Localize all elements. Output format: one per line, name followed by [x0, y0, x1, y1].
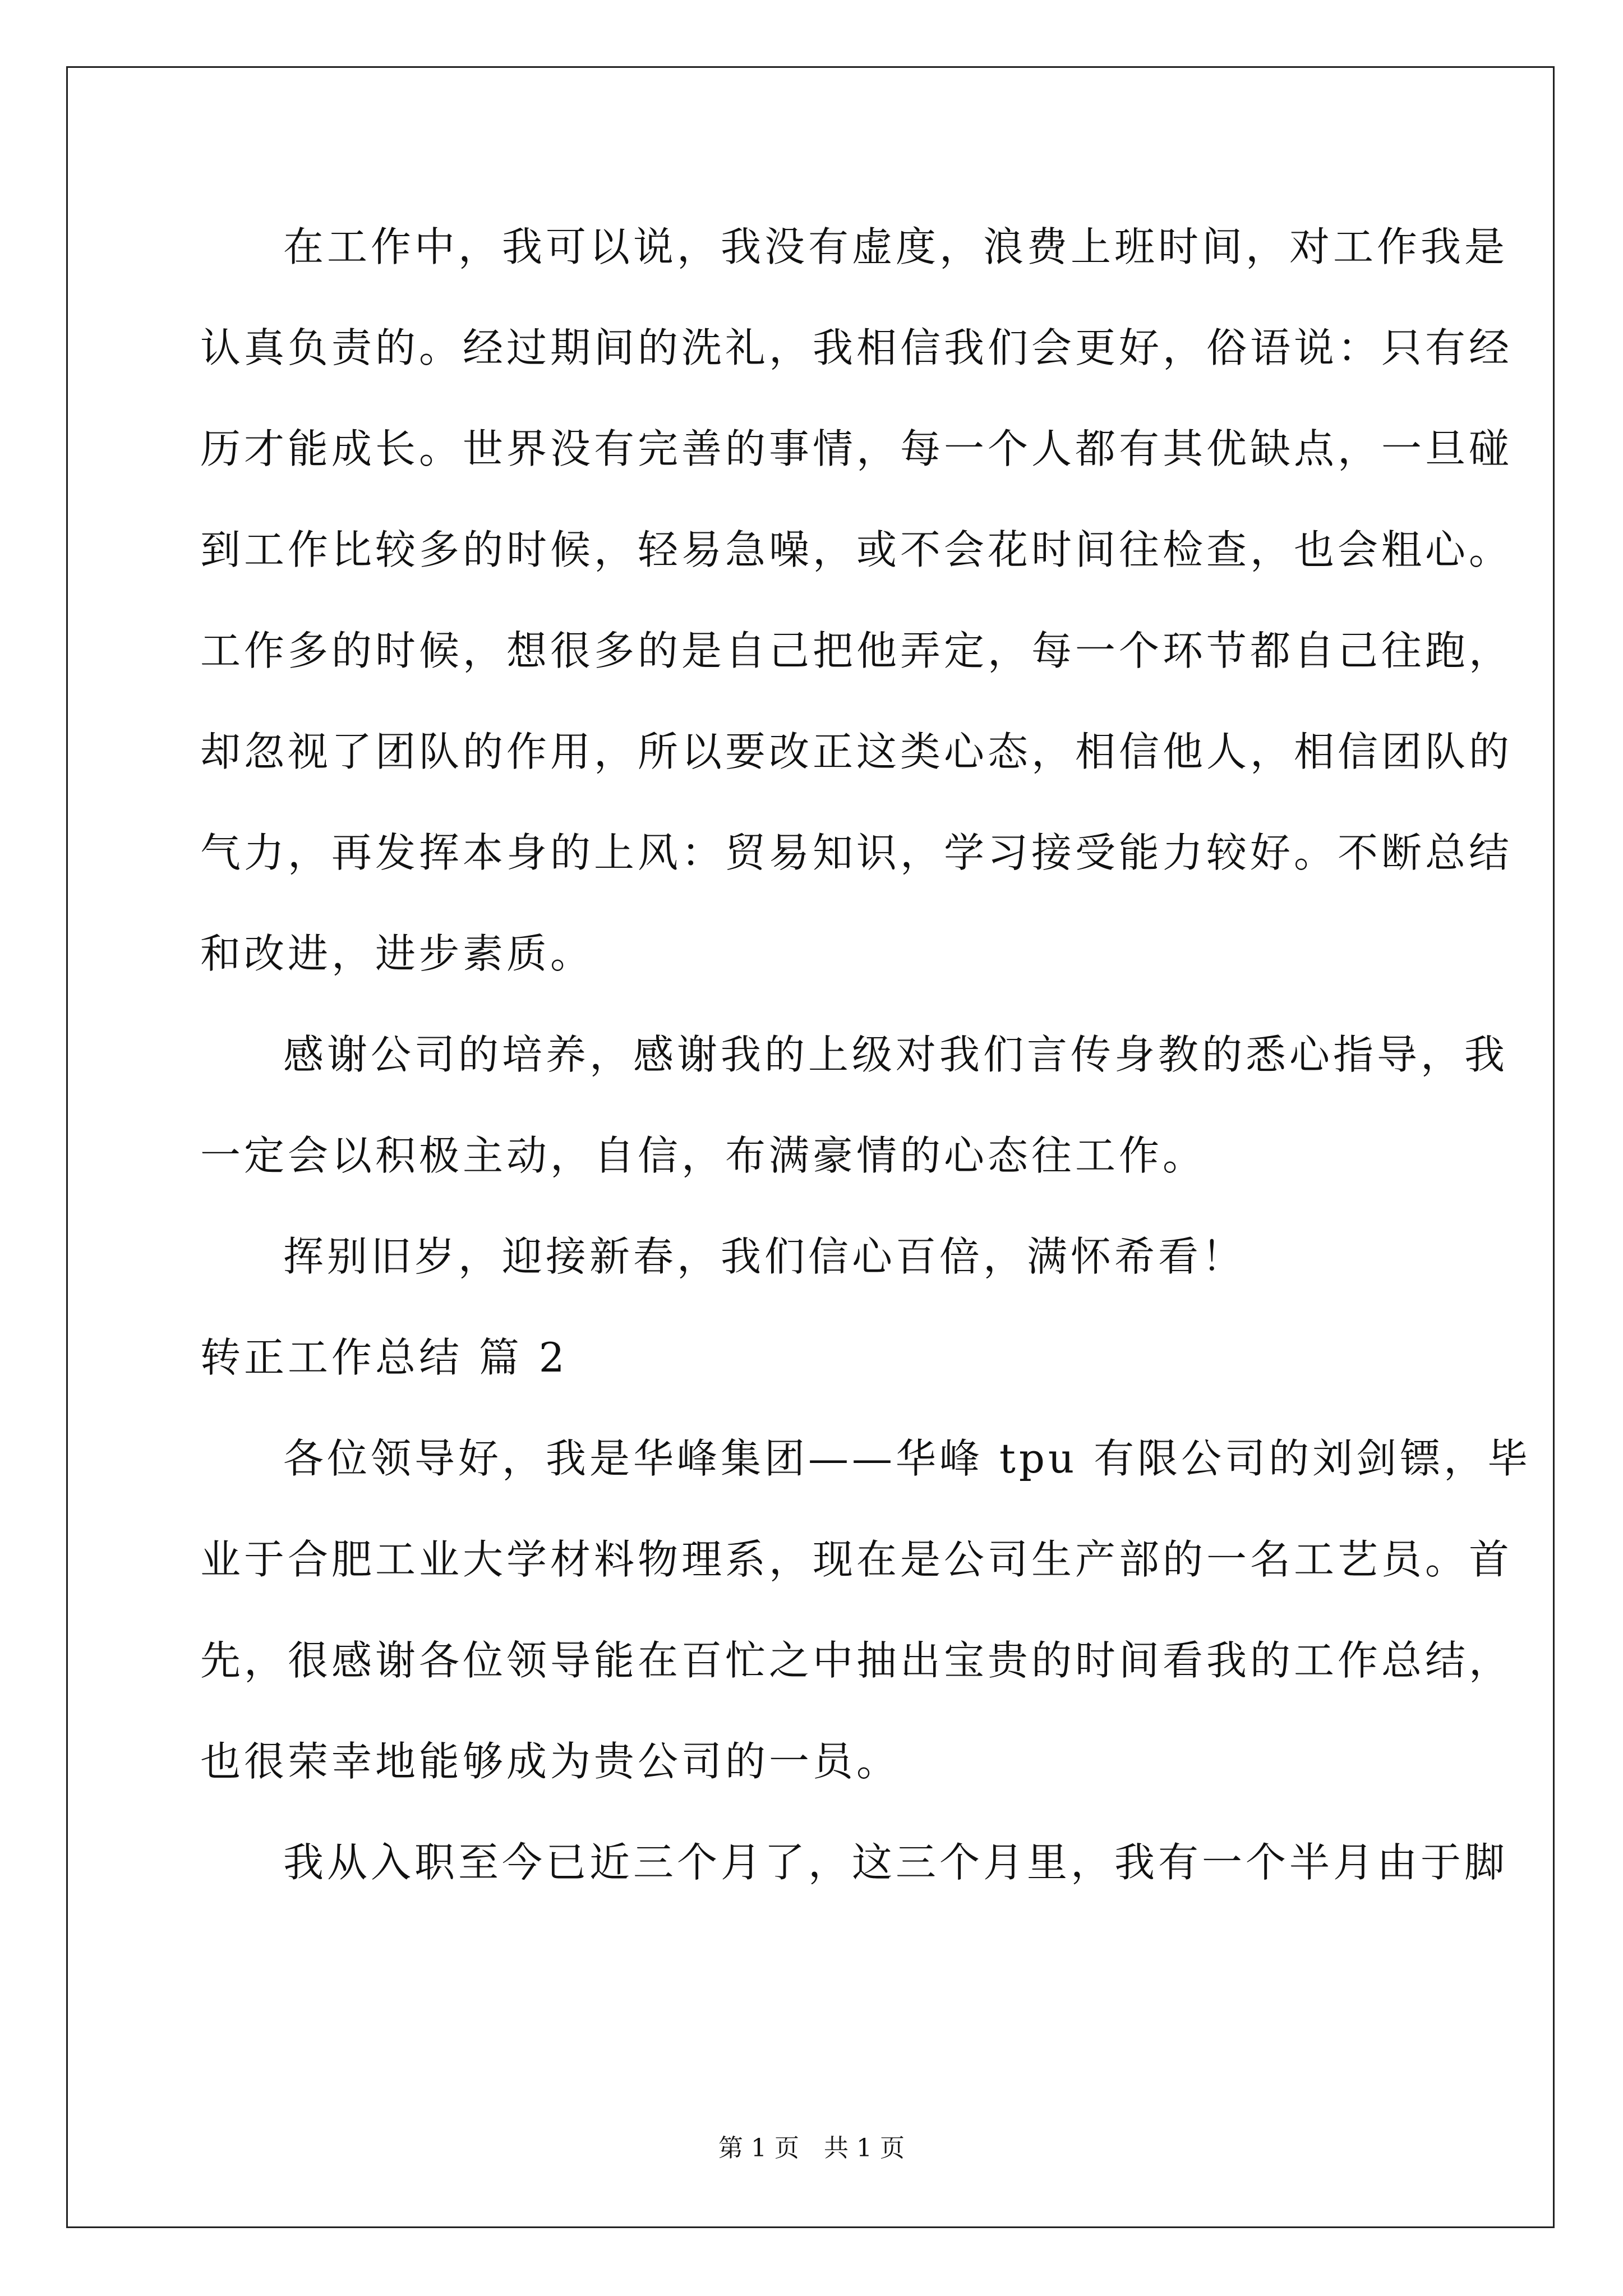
paragraph-line: 到工作比较多的时候，轻易急噪，或不会花时间往检查，也会粗心。	[200, 526, 1513, 573]
paragraph-line: 业于合肥工业大学材料物理系，现在是公司生产部的一名工艺员。首	[200, 1536, 1513, 1583]
paragraph-line: 气力，再发挥本身的上风：贸易知识，学习接受能力较好。不断总结	[200, 829, 1513, 876]
paragraph-line: 我从入职至今已近三个月了，这三个月里，我有一个半月由于脚	[283, 1839, 1509, 1886]
page-footer: 第 1 页 共 1 页	[718, 2134, 905, 2162]
paragraph-line: 却忽视了团队的作用，所以要改正这类心态，相信他人，相信团队的	[200, 728, 1513, 775]
paragraph-line: 和改进，进步素质。	[200, 930, 594, 977]
paragraph-line: 各位领导好，我是华峰集团——华峰 tpu 有限公司的刘剑镖，毕	[283, 1435, 1532, 1482]
paragraph-line: 感谢公司的培养，感谢我的上级对我们言传身教的悉心指导，我	[283, 1031, 1509, 1078]
paragraph-line: 认真负责的。经过期间的洗礼，我相信我们会更好，俗语说：只有经	[200, 324, 1513, 371]
paragraph-line: 也很荣幸地能够成为贵公司的一员。	[200, 1738, 901, 1785]
paragraph-line: 工作多的时候，想很多的是自己把他弄定，每一个环节都自己往跑，	[200, 627, 1513, 674]
paragraph-line: 一定会以积极主动，自信，布满豪情的心态往工作。	[200, 1132, 1207, 1179]
paragraph-line: 历才能成长。世界没有完善的事情，每一个人都有其优缺点，一旦碰	[200, 425, 1513, 472]
paragraph-line: 在工作中，我可以说，我没有虚度，浪费上班时间，对工作我是	[283, 223, 1509, 270]
paragraph-line: 先，很感谢各位领导能在百忙之中抽出宝贵的时间看我的工作总结，	[200, 1637, 1513, 1684]
paragraph-line: 挥别旧岁，迎接新春，我们信心百倍，满怀希看！	[283, 1233, 1246, 1280]
section-heading: 转正工作总结 篇 2	[200, 1334, 568, 1381]
